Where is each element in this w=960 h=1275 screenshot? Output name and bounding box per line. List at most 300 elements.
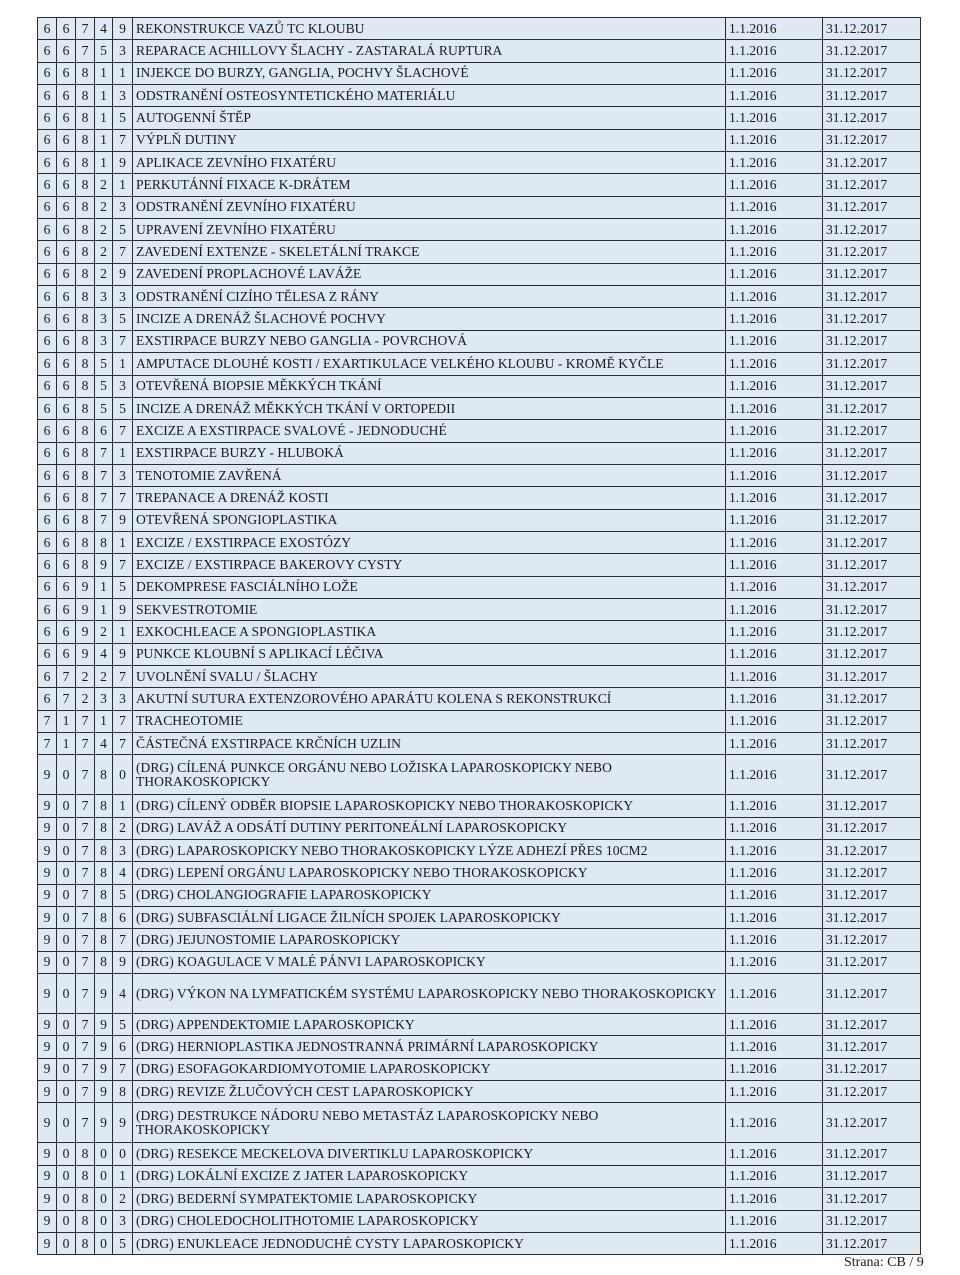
code-digit-cell: 9 — [38, 795, 57, 817]
code-digit-cell: 6 — [38, 40, 57, 62]
code-digit-cell: 4 — [95, 643, 113, 665]
procedure-name-cell: REPARACE ACHILLOVY ŠLACHY - ZASTARALÁ RUPTURA — [133, 40, 726, 62]
code-digit-cell: 3 — [95, 286, 113, 308]
valid-from-cell: 1.1.2016 — [726, 554, 823, 576]
code-digit-cell: 7 — [95, 509, 113, 531]
table-row — [38, 174, 921, 196]
table-row — [38, 464, 921, 486]
code-digit-cell: 8 — [76, 330, 95, 352]
procedure-name-cell: (DRG) APPENDEKTOMIE LAPAROSKOPICKY — [133, 1014, 726, 1036]
procedure-name-cell: (DRG) CHOLEDOCHOLITHOTOMIE LAPAROSKOPICKY — [133, 1210, 726, 1232]
code-digit-cell: 1 — [113, 795, 133, 817]
code-digit-cell: 8 — [76, 62, 95, 84]
code-digit-cell: 9 — [113, 598, 133, 620]
table-row — [38, 152, 921, 174]
code-digit-cell: 0 — [57, 1036, 76, 1058]
code-digit-cell: 1 — [95, 710, 113, 732]
code-digit-cell: 6 — [57, 152, 76, 174]
valid-to-cell: 31.12.2017 — [823, 1081, 921, 1103]
code-digit-cell: 7 — [76, 795, 95, 817]
procedure-name-cell: ODSTRANĚNÍ CIZÍHO TĚLESA Z RÁNY — [133, 286, 726, 308]
valid-to-cell: 31.12.2017 — [823, 951, 921, 973]
code-digit-cell: 6 — [38, 509, 57, 531]
code-digit-cell: 0 — [57, 1058, 76, 1080]
code-digit-cell: 8 — [76, 509, 95, 531]
valid-to-cell: 31.12.2017 — [823, 929, 921, 951]
code-digit-cell: 8 — [76, 1165, 95, 1187]
table-row — [38, 442, 921, 464]
code-digit-cell: 5 — [113, 308, 133, 330]
code-digit-cell: 8 — [76, 308, 95, 330]
procedure-name-cell: (DRG) BEDERNÍ SYMPATEKTOMIE LAPAROSKOPICKY — [133, 1188, 726, 1210]
procedure-name-cell: (DRG) KOAGULACE V MALÉ PÁNVI LAPAROSKOPICKY — [133, 951, 726, 973]
code-digit-cell: 8 — [95, 884, 113, 906]
valid-to-cell: 31.12.2017 — [823, 129, 921, 151]
code-digit-cell: 9 — [113, 152, 133, 174]
code-digit-cell: 6 — [38, 129, 57, 151]
code-digit-cell: 8 — [95, 862, 113, 884]
table-row — [38, 219, 921, 241]
code-digit-cell: 2 — [95, 665, 113, 687]
code-digit-cell: 9 — [38, 1103, 57, 1143]
code-digit-cell: 1 — [95, 576, 113, 598]
valid-from-cell: 1.1.2016 — [726, 1081, 823, 1103]
procedure-name-cell: DEKOMPRESE FASCIÁLNÍHO LOŽE — [133, 576, 726, 598]
code-digit-cell: 7 — [113, 1058, 133, 1080]
code-digit-cell: 9 — [113, 263, 133, 285]
table-row — [38, 1188, 921, 1210]
valid-to-cell: 31.12.2017 — [823, 621, 921, 643]
document-page — [37, 17, 920, 1255]
procedure-name-cell: EXCIZE / EXSTIRPACE EXOSTÓZY — [133, 531, 726, 553]
procedure-name-cell: APLIKACE ZEVNÍHO FIXATÉRU — [133, 152, 726, 174]
code-digit-cell: 8 — [76, 174, 95, 196]
code-digit-cell: 1 — [57, 710, 76, 732]
valid-from-cell: 1.1.2016 — [726, 241, 823, 263]
code-digit-cell: 8 — [95, 817, 113, 839]
procedure-name-cell: (DRG) CÍLENÁ PUNKCE ORGÁNU NEBO LOŽISKA LAPAROSKOPICKY NEBO THORAKOSKOPICKY — [133, 755, 726, 795]
code-digit-cell: 8 — [95, 531, 113, 553]
procedure-name-cell: (DRG) VÝKON NA LYMFATICKÉM SYSTÉMU LAPAROSKOPICKY NEBO THORAKOSKOPICKY — [133, 974, 726, 1014]
valid-to-cell: 31.12.2017 — [823, 174, 921, 196]
table-row — [38, 1014, 921, 1036]
code-digit-cell: 8 — [95, 755, 113, 795]
valid-to-cell: 31.12.2017 — [823, 18, 921, 40]
procedure-name-cell: ZAVEDENÍ PROPLACHOVÉ LAVÁŽE — [133, 263, 726, 285]
valid-from-cell: 1.1.2016 — [726, 862, 823, 884]
code-digit-cell: 6 — [57, 18, 76, 40]
code-digit-cell: 8 — [76, 1143, 95, 1165]
code-digit-cell: 2 — [95, 219, 113, 241]
code-digit-cell: 6 — [38, 62, 57, 84]
code-digit-cell: 6 — [57, 219, 76, 241]
table-row — [38, 196, 921, 218]
table-row — [38, 733, 921, 755]
code-digit-cell: 6 — [38, 688, 57, 710]
valid-to-cell: 31.12.2017 — [823, 308, 921, 330]
valid-from-cell: 1.1.2016 — [726, 755, 823, 795]
code-digit-cell: 6 — [38, 375, 57, 397]
code-digit-cell: 9 — [95, 1036, 113, 1058]
code-digit-cell: 6 — [38, 330, 57, 352]
code-digit-cell: 9 — [113, 643, 133, 665]
valid-to-cell: 31.12.2017 — [823, 330, 921, 352]
code-digit-cell: 9 — [38, 817, 57, 839]
table-row — [38, 62, 921, 84]
table-row — [38, 107, 921, 129]
valid-to-cell: 31.12.2017 — [823, 442, 921, 464]
code-digit-cell: 7 — [76, 755, 95, 795]
code-digit-cell: 7 — [76, 1103, 95, 1143]
code-digit-cell: 2 — [95, 263, 113, 285]
code-digit-cell: 4 — [95, 18, 113, 40]
code-digit-cell: 4 — [113, 974, 133, 1014]
code-digit-cell: 8 — [95, 951, 113, 973]
procedure-name-cell: ČÁSTEČNÁ EXSTIRPACE KRČNÍCH UZLIN — [133, 733, 726, 755]
table-row — [38, 1081, 921, 1103]
valid-from-cell: 1.1.2016 — [726, 353, 823, 375]
valid-to-cell: 31.12.2017 — [823, 733, 921, 755]
valid-from-cell: 1.1.2016 — [726, 710, 823, 732]
code-digit-cell: 8 — [76, 1188, 95, 1210]
code-digit-cell: 9 — [113, 18, 133, 40]
valid-from-cell: 1.1.2016 — [726, 263, 823, 285]
valid-from-cell: 1.1.2016 — [726, 1058, 823, 1080]
code-digit-cell: 8 — [76, 554, 95, 576]
code-digit-cell: 8 — [76, 241, 95, 263]
valid-to-cell: 31.12.2017 — [823, 974, 921, 1014]
valid-from-cell: 1.1.2016 — [726, 884, 823, 906]
code-digit-cell: 8 — [95, 907, 113, 929]
valid-from-cell: 1.1.2016 — [726, 509, 823, 531]
code-digit-cell: 0 — [95, 1210, 113, 1232]
code-digit-cell: 8 — [76, 219, 95, 241]
code-digit-cell: 1 — [95, 62, 113, 84]
code-digit-cell: 0 — [113, 1143, 133, 1165]
code-digit-cell: 1 — [95, 152, 113, 174]
code-digit-cell: 6 — [57, 196, 76, 218]
code-digit-cell: 3 — [113, 688, 133, 710]
code-digit-cell: 6 — [38, 487, 57, 509]
table-row — [38, 286, 921, 308]
code-digit-cell: 9 — [38, 951, 57, 973]
code-digit-cell: 7 — [113, 129, 133, 151]
code-digit-cell: 5 — [113, 1014, 133, 1036]
procedure-name-cell: OTEVŘENÁ BIOPSIE MĚKKÝCH TKÁNÍ — [133, 375, 726, 397]
code-digit-cell: 0 — [57, 951, 76, 973]
table-row — [38, 951, 921, 973]
code-digit-cell: 9 — [113, 951, 133, 973]
valid-from-cell: 1.1.2016 — [726, 1188, 823, 1210]
valid-from-cell: 1.1.2016 — [726, 621, 823, 643]
code-digit-cell: 9 — [38, 840, 57, 862]
code-digit-cell: 6 — [57, 85, 76, 107]
code-digit-cell: 7 — [57, 665, 76, 687]
procedure-name-cell: VÝPLŇ DUTINY — [133, 129, 726, 151]
code-digit-cell: 7 — [76, 1058, 95, 1080]
valid-from-cell: 1.1.2016 — [726, 487, 823, 509]
code-digit-cell: 0 — [57, 1188, 76, 1210]
code-digit-cell: 7 — [113, 665, 133, 687]
valid-from-cell: 1.1.2016 — [726, 1165, 823, 1187]
valid-to-cell: 31.12.2017 — [823, 795, 921, 817]
valid-from-cell: 1.1.2016 — [726, 929, 823, 951]
procedure-name-cell: (DRG) JEJUNOSTOMIE LAPAROSKOPICKY — [133, 929, 726, 951]
procedure-table — [37, 17, 921, 1255]
valid-to-cell: 31.12.2017 — [823, 884, 921, 906]
valid-from-cell: 1.1.2016 — [726, 1210, 823, 1232]
code-digit-cell: 0 — [57, 1165, 76, 1187]
code-digit-cell: 6 — [38, 442, 57, 464]
code-digit-cell: 6 — [38, 263, 57, 285]
code-digit-cell: 6 — [57, 308, 76, 330]
procedure-name-cell: ODSTRANĚNÍ ZEVNÍHO FIXATÉRU — [133, 196, 726, 218]
procedure-name-cell: ODSTRANĚNÍ OSTEOSYNTETICKÉHO MATERIÁLU — [133, 85, 726, 107]
code-digit-cell: 0 — [57, 974, 76, 1014]
code-digit-cell: 5 — [113, 576, 133, 598]
code-digit-cell: 9 — [38, 1188, 57, 1210]
table-row — [38, 817, 921, 839]
procedure-name-cell: (DRG) ESOFAGOKARDIOMYOTOMIE LAPAROSKOPICKY — [133, 1058, 726, 1080]
code-digit-cell: 7 — [76, 840, 95, 862]
valid-from-cell: 1.1.2016 — [726, 40, 823, 62]
code-digit-cell: 7 — [95, 464, 113, 486]
valid-from-cell: 1.1.2016 — [726, 196, 823, 218]
valid-to-cell: 31.12.2017 — [823, 1232, 921, 1254]
valid-to-cell: 31.12.2017 — [823, 755, 921, 795]
procedure-name-cell: UPRAVENÍ ZEVNÍHO FIXATÉRU — [133, 219, 726, 241]
code-digit-cell: 6 — [38, 107, 57, 129]
code-digit-cell: 8 — [76, 1232, 95, 1254]
valid-from-cell: 1.1.2016 — [726, 817, 823, 839]
table-row — [38, 1210, 921, 1232]
valid-to-cell: 31.12.2017 — [823, 219, 921, 241]
procedure-name-cell: AKUTNÍ SUTURA EXTENZOROVÉHO APARÁTU KOLENA S REKONSTRUKCÍ — [133, 688, 726, 710]
code-digit-cell: 7 — [113, 330, 133, 352]
code-digit-cell: 8 — [76, 487, 95, 509]
valid-from-cell: 1.1.2016 — [726, 795, 823, 817]
procedure-name-cell: PERKUTÁNNÍ FIXACE K-DRÁTEM — [133, 174, 726, 196]
table-row — [38, 688, 921, 710]
valid-from-cell: 1.1.2016 — [726, 951, 823, 973]
code-digit-cell: 8 — [76, 129, 95, 151]
procedure-name-cell: AUTOGENNÍ ŠTĚP — [133, 107, 726, 129]
procedure-name-cell: (DRG) SUBFASCIÁLNÍ LIGACE ŽILNÍCH SPOJEK LAPAROSKOPICKY — [133, 907, 726, 929]
code-digit-cell: 8 — [76, 375, 95, 397]
valid-to-cell: 31.12.2017 — [823, 40, 921, 62]
procedure-name-cell: (DRG) LAPAROSKOPICKY NEBO THORAKOSKOPICKY LÝZE ADHEZÍ PŘES 10CM2 — [133, 840, 726, 862]
code-digit-cell: 7 — [95, 442, 113, 464]
valid-from-cell: 1.1.2016 — [726, 152, 823, 174]
code-digit-cell: 1 — [113, 442, 133, 464]
valid-from-cell: 1.1.2016 — [726, 464, 823, 486]
code-digit-cell: 7 — [113, 241, 133, 263]
code-digit-cell: 6 — [57, 263, 76, 285]
code-digit-cell: 2 — [76, 665, 95, 687]
code-digit-cell: 7 — [113, 710, 133, 732]
code-digit-cell: 9 — [38, 1014, 57, 1036]
valid-from-cell: 1.1.2016 — [726, 174, 823, 196]
valid-to-cell: 31.12.2017 — [823, 420, 921, 442]
code-digit-cell: 7 — [76, 817, 95, 839]
code-digit-cell: 3 — [113, 1210, 133, 1232]
procedure-name-cell: (DRG) REVIZE ŽLUČOVÝCH CEST LAPAROSKOPICKY — [133, 1081, 726, 1103]
valid-from-cell: 1.1.2016 — [726, 219, 823, 241]
code-digit-cell: 6 — [57, 330, 76, 352]
code-digit-cell: 8 — [95, 929, 113, 951]
code-digit-cell: 9 — [95, 974, 113, 1014]
code-digit-cell: 6 — [57, 375, 76, 397]
table-row — [38, 330, 921, 352]
code-digit-cell: 6 — [57, 107, 76, 129]
table-row — [38, 263, 921, 285]
code-digit-cell: 6 — [38, 308, 57, 330]
code-digit-cell: 4 — [95, 733, 113, 755]
valid-to-cell: 31.12.2017 — [823, 1058, 921, 1080]
code-digit-cell: 9 — [76, 621, 95, 643]
code-digit-cell: 7 — [76, 18, 95, 40]
procedure-name-cell: (DRG) RESEKCE MECKELOVA DIVERTIKLU LAPAROSKOPICKY — [133, 1143, 726, 1165]
code-digit-cell: 0 — [57, 884, 76, 906]
valid-from-cell: 1.1.2016 — [726, 643, 823, 665]
valid-to-cell: 31.12.2017 — [823, 1210, 921, 1232]
table-row — [38, 397, 921, 419]
code-digit-cell: 9 — [113, 509, 133, 531]
code-digit-cell: 6 — [38, 576, 57, 598]
procedure-name-cell: (DRG) ENUKLEACE JEDNODUCHÉ CYSTY LAPAROSKOPICKY — [133, 1232, 726, 1254]
code-digit-cell: 6 — [57, 286, 76, 308]
code-digit-cell: 6 — [38, 241, 57, 263]
code-digit-cell: 6 — [113, 1036, 133, 1058]
code-digit-cell: 0 — [57, 795, 76, 817]
code-digit-cell: 1 — [57, 733, 76, 755]
code-digit-cell: 9 — [95, 1081, 113, 1103]
code-digit-cell: 6 — [57, 487, 76, 509]
table-row — [38, 353, 921, 375]
code-digit-cell: 9 — [113, 1103, 133, 1143]
code-digit-cell: 9 — [38, 884, 57, 906]
code-digit-cell: 0 — [95, 1232, 113, 1254]
valid-to-cell: 31.12.2017 — [823, 1188, 921, 1210]
code-digit-cell: 3 — [113, 286, 133, 308]
procedure-name-cell: EXCIZE A EXSTIRPACE SVALOVÉ - JEDNODUCHÉ — [133, 420, 726, 442]
table-row — [38, 554, 921, 576]
procedure-name-cell: TRACHEOTOMIE — [133, 710, 726, 732]
code-digit-cell: 8 — [113, 1081, 133, 1103]
table-row — [38, 884, 921, 906]
code-digit-cell: 6 — [38, 174, 57, 196]
valid-to-cell: 31.12.2017 — [823, 107, 921, 129]
valid-to-cell: 31.12.2017 — [823, 554, 921, 576]
code-digit-cell: 6 — [38, 531, 57, 553]
procedure-name-cell: (DRG) LAVÁŽ A ODSÁTÍ DUTINY PERITONEÁLNÍ LAPAROSKOPICKY — [133, 817, 726, 839]
code-digit-cell: 2 — [113, 1188, 133, 1210]
code-digit-cell: 6 — [38, 643, 57, 665]
valid-from-cell: 1.1.2016 — [726, 397, 823, 419]
procedure-name-cell: EXKOCHLEACE A SPONGIOPLASTIKA — [133, 621, 726, 643]
code-digit-cell: 2 — [95, 241, 113, 263]
code-digit-cell: 1 — [113, 621, 133, 643]
valid-to-cell: 31.12.2017 — [823, 152, 921, 174]
code-digit-cell: 6 — [57, 442, 76, 464]
code-digit-cell: 7 — [38, 733, 57, 755]
valid-to-cell: 31.12.2017 — [823, 907, 921, 929]
procedure-name-cell: PUNKCE KLOUBNÍ S APLIKACÍ LÉČIVA — [133, 643, 726, 665]
valid-from-cell: 1.1.2016 — [726, 62, 823, 84]
code-digit-cell: 1 — [95, 107, 113, 129]
code-digit-cell: 1 — [113, 174, 133, 196]
valid-to-cell: 31.12.2017 — [823, 353, 921, 375]
valid-to-cell: 31.12.2017 — [823, 643, 921, 665]
valid-from-cell: 1.1.2016 — [726, 18, 823, 40]
valid-to-cell: 31.12.2017 — [823, 196, 921, 218]
code-digit-cell: 6 — [95, 420, 113, 442]
procedure-name-cell: EXCIZE / EXSTIRPACE BAKEROVY CYSTY — [133, 554, 726, 576]
procedure-name-cell: TENOTOMIE ZAVŘENÁ — [133, 464, 726, 486]
code-digit-cell: 3 — [113, 85, 133, 107]
code-digit-cell: 6 — [38, 85, 57, 107]
code-digit-cell: 0 — [57, 1081, 76, 1103]
procedure-name-cell: TREPANACE A DRENÁŽ KOSTI — [133, 487, 726, 509]
code-digit-cell: 6 — [38, 286, 57, 308]
code-digit-cell: 1 — [113, 1165, 133, 1187]
code-digit-cell: 6 — [38, 196, 57, 218]
valid-to-cell: 31.12.2017 — [823, 1143, 921, 1165]
code-digit-cell: 6 — [38, 420, 57, 442]
code-digit-cell: 7 — [76, 974, 95, 1014]
table-row — [38, 487, 921, 509]
code-digit-cell: 6 — [57, 129, 76, 151]
valid-from-cell: 1.1.2016 — [726, 1232, 823, 1254]
table-row — [38, 840, 921, 862]
valid-from-cell: 1.1.2016 — [726, 286, 823, 308]
table-row — [38, 1103, 921, 1143]
code-digit-cell: 6 — [38, 152, 57, 174]
code-digit-cell: 7 — [76, 1014, 95, 1036]
code-digit-cell: 5 — [113, 884, 133, 906]
table-row — [38, 974, 921, 1014]
code-digit-cell: 1 — [113, 62, 133, 84]
code-digit-cell: 7 — [38, 710, 57, 732]
code-digit-cell: 8 — [76, 1210, 95, 1232]
valid-to-cell: 31.12.2017 — [823, 531, 921, 553]
code-digit-cell: 7 — [113, 420, 133, 442]
valid-from-cell: 1.1.2016 — [726, 308, 823, 330]
valid-to-cell: 31.12.2017 — [823, 464, 921, 486]
code-digit-cell: 6 — [57, 598, 76, 620]
code-digit-cell: 7 — [76, 862, 95, 884]
code-digit-cell: 7 — [113, 929, 133, 951]
code-digit-cell: 0 — [57, 817, 76, 839]
table-row — [38, 710, 921, 732]
code-digit-cell: 6 — [57, 464, 76, 486]
code-digit-cell: 7 — [76, 733, 95, 755]
table-row — [38, 755, 921, 795]
valid-from-cell: 1.1.2016 — [726, 129, 823, 151]
code-digit-cell: 9 — [38, 1058, 57, 1080]
code-digit-cell: 6 — [38, 554, 57, 576]
code-digit-cell: 9 — [95, 554, 113, 576]
code-digit-cell: 7 — [76, 884, 95, 906]
table-row — [38, 18, 921, 40]
valid-from-cell: 1.1.2016 — [726, 1103, 823, 1143]
table-row — [38, 598, 921, 620]
code-digit-cell: 9 — [95, 1014, 113, 1036]
code-digit-cell: 8 — [76, 107, 95, 129]
code-digit-cell: 7 — [76, 951, 95, 973]
table-row — [38, 643, 921, 665]
code-digit-cell: 3 — [95, 308, 113, 330]
